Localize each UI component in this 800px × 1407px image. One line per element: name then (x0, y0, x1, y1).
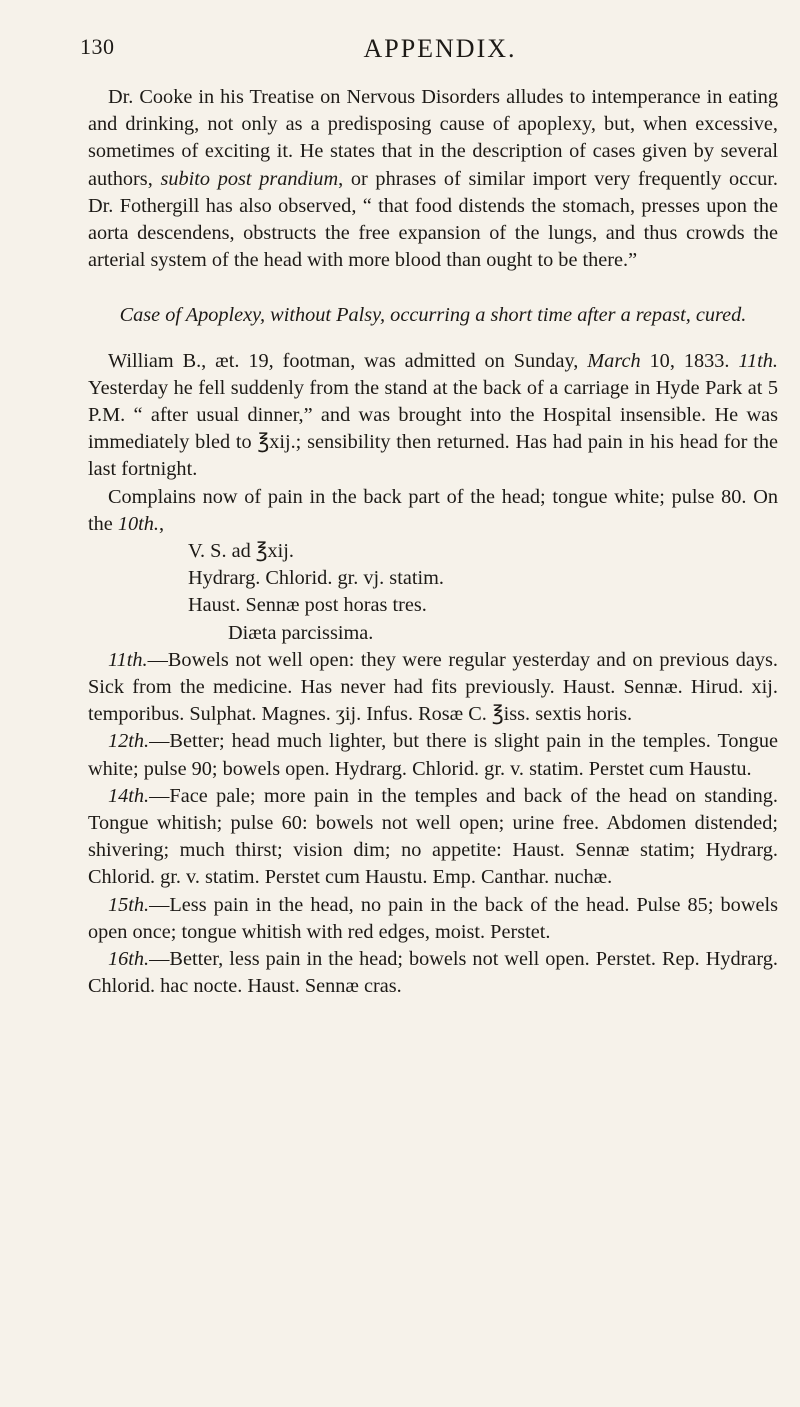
entry-date: 11th. (108, 648, 148, 671)
intro-text-b: , or phrases of similar import very frequently occur. Dr. Fothergill has also observed, “ that food distends the stomach, presses upon the aorta descendens, obstructs the free expansion of the lungs, and thus crowds the arterial system of the head with more blood than ought to be there.” (88, 167, 778, 272)
complaint-text-a: Complains now of pain in the back part of the head; tongue white; pulse 80. On the (88, 485, 778, 535)
running-head: APPENDIX. (363, 34, 517, 63)
entry-text: —Face pale; more pain in the temples and back of the head on standing. Tongue whitish; pulse 60: bowels not well open; urine free. Abdomen distended; shivering; much thirst; vision dim; no appetite: Haust. Sennæ statim; Hydrarg. Chlorid. gr. v. statim. Perstet cum Haustu. Emp. Canthar. nuchæ. (88, 784, 778, 889)
case-admission-paragraph (88, 348, 778, 484)
admission-month: March (587, 349, 641, 372)
entry-text: —Better; head much lighter, but there is slight pain in the temples. Tongue white; pulse 90; bowels open. Hydrarg. Chlorid. gr. v. statim. Perstet cum Haustu. (88, 730, 778, 780)
prescription-line-3: Haust. Sennæ post horas tres. (188, 594, 427, 617)
case-title: Case of Apoplexy, without Palsy, occurring a short time after a repast, cured. (119, 304, 747, 327)
admission-text-a: William B., æt. 19, footman, was admitted on Sunday, (108, 349, 588, 372)
intro-paragraph (88, 84, 778, 274)
admission-text-b: 10, 1833. (640, 349, 739, 372)
admission-text-c: Yesterday he fell suddenly from the stand at the back of a carriage in Hyde Park at 5 P.M. “ after usual dinner,” and was brought into the Hospital insensible. He was immediately bled to ℥xij.; sensibility then returned. Has had pain in his head for the last fortnight. (88, 376, 778, 481)
page-header (80, 34, 760, 68)
entry-date: 16th. (108, 948, 150, 971)
entry-date: 15th. (108, 893, 150, 916)
entry-12th (88, 728, 778, 782)
page-body (88, 84, 778, 1001)
entry-date: 14th. (108, 784, 150, 807)
entry-text: —Less pain in the head, no pain in the back of the head. Pulse 85; bowels open once; tongue whitish with red edges, moist. Perstet. (88, 893, 778, 943)
intro-text-a: Dr. Cooke in his Treatise on Nervous Disorders alludes to intemperance in eating and drinking, not only as a predisposing cause of apoplexy, but, when excessive, sometimes of exciting it. He states that in the description of cases given by several authors, (88, 86, 778, 190)
prescription-line-2: Hydrarg. Chlorid. gr. vj. statim. (188, 567, 444, 590)
date-10th-label: 10th. (117, 512, 159, 535)
entry-11th (88, 647, 778, 729)
latin-phrase: subito post prandium (160, 167, 339, 190)
complaint-text-b: , (159, 512, 165, 535)
entry-16th (88, 946, 778, 1000)
date-11th-label: 11th. (738, 349, 778, 372)
entry-text: —Bowels not well open: they were regular yesterday and on previous days. Sick from the medicine. Has never had fits previously. Haust. Sennæ. Hirud. xij. temporibus. Sulphat. Magnes. ʒij. Infus. Rosæ C. ℥iss. sextis horis. (88, 648, 778, 726)
prescription-line-4: Diæta parcissima. (228, 621, 374, 644)
complaint-paragraph (88, 484, 778, 538)
entry-text: —Better, less pain in the head; bowels not well open. Perstet. Rep. Hydrarg. Chlorid. hac nocte. Haust. Sennæ cras. (88, 948, 778, 998)
entry-15th (88, 892, 778, 946)
prescription-line-1: V. S. ad ℥xij. (188, 540, 295, 563)
entry-14th (88, 783, 778, 892)
page-number: 130 (80, 34, 115, 59)
entry-date: 12th. (108, 730, 150, 753)
